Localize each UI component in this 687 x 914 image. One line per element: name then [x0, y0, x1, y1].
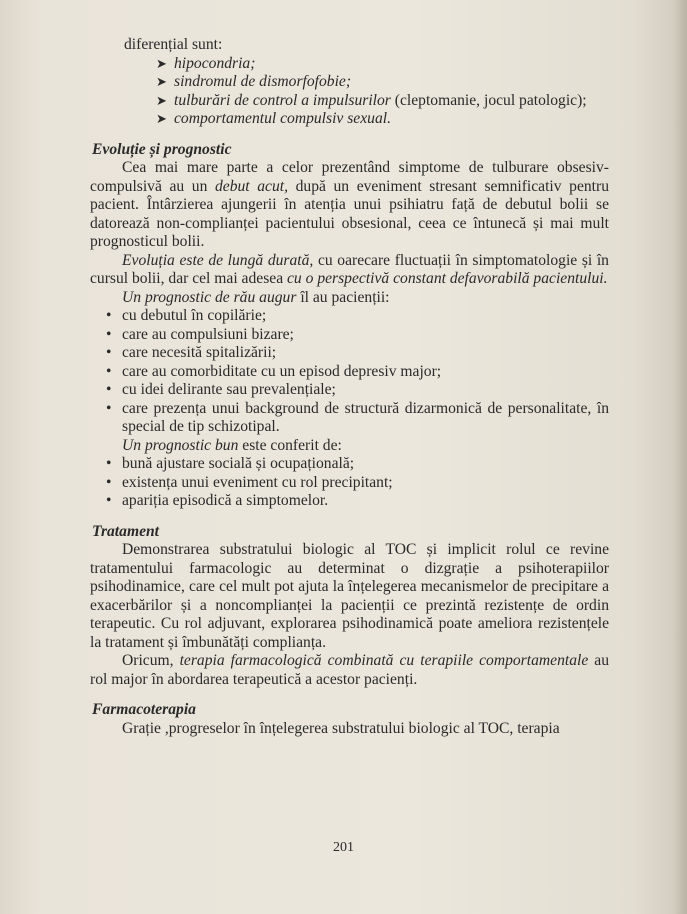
- good-prognosis-intro: Un prognostic bun este conferit de:: [122, 436, 342, 454]
- bullet-icon: •: [106, 307, 112, 324]
- section-heading-evolution: Evoluție și prognostic: [92, 140, 232, 158]
- list-item: • care au compulsiuni bizare;: [106, 325, 294, 343]
- arrow-bullet-icon: ➤: [156, 111, 167, 126]
- pharmacotherapy-paragraph-1: Grație ,progreselor în înțelegerea substratului biologic al TOC, terapia: [122, 719, 560, 737]
- arrow-bullet-icon: ➤: [156, 92, 167, 108]
- list-item: ➤ tulburări de control a impulsurilor (cleptomanie, jocul patologic);: [156, 91, 587, 109]
- list-item: • care au comorbiditate cu un episod depresiv major;: [106, 362, 442, 380]
- page-content: [90, 36, 609, 738]
- list-item: • existența unui eveniment cu rol precipitant;: [106, 473, 393, 491]
- intro-line: diferențial sunt:: [124, 36, 223, 53]
- bad-prognosis-intro: Un prognostic de rău augur îl au pacienții:: [122, 288, 390, 306]
- list-item: • cu debutul în copilărie;: [106, 307, 267, 324]
- page-number: 201: [333, 840, 354, 855]
- bullet-icon: •: [106, 325, 112, 343]
- bullet-icon: •: [106, 492, 112, 509]
- list-item: • care necesită spitalizării;: [106, 344, 277, 361]
- list-item: • bună ajustare socială și ocupațională;: [106, 455, 355, 472]
- evolution-paragraph-2: Evoluția este de lungă durată, cu oarecare fluctuații în simptomatologie și în cursul bolii, dar cel mai adesea cu o perspectivă constant defavorabilă pacientului.: [90, 251, 609, 287]
- section-heading-pharmacotherapy: Farmacoterapia: [92, 701, 196, 718]
- treatment-paragraph-1: Demonstrarea substratului biologic al TOC și implicit rolul ce revine tratamentului farmacologic au determinat o dizgrație a psihoterapiilor psihodinamice, care cel mult pot ajuta la înțelegerea mecanismelor de precipitare a exacerbărilor și a noncomplianței la pacienții ce prezintă rezistențe de ordin terapeutic. Cu rol adjuvant, explorarea psihodinamică poate ameliora rezistențele la tratament și îmbunătăți complianța.: [90, 541, 609, 651]
- good-prognosis-list: [90, 455, 609, 511]
- bullet-icon: •: [106, 344, 112, 361]
- page-edge-shadow: [673, 0, 687, 914]
- section-heading-treatment: Tratament: [92, 522, 159, 540]
- bad-prognosis-list: [90, 307, 609, 437]
- list-item: • apariția episodică a simptomelor.: [106, 492, 329, 509]
- differential-list: [90, 55, 609, 129]
- list-item: ➤ sindromul de dismorfofobie;: [156, 73, 352, 90]
- list-item: • cu idei delirante sau prevalențiale;: [106, 381, 336, 398]
- bullet-icon: •: [106, 399, 112, 417]
- evolution-paragraph-1: Cea mai mare parte a celor prezentând simptome de tulburare obsesiv-compulsivă au un debut acut, după un eveniment stresant semnificativ pentru pacient. Întârzierea ajungerii în atenția unui psihiatru față de debutul bolii se datorează non-complianței pacientului obsesional, ceea ce întunecă și mai mult prognosticul bolii.: [90, 159, 609, 250]
- list-item: • care prezența unui background de structură dizarmonică de personalitate, în special de tip schizotipal.: [106, 399, 609, 435]
- list-item: ➤ comportamentul compulsiv sexual.: [156, 110, 391, 127]
- bullet-icon: •: [106, 473, 112, 491]
- list-item: ➤ hipocondria;: [156, 54, 256, 72]
- bullet-icon: •: [106, 455, 112, 472]
- arrow-bullet-icon: ➤: [156, 74, 167, 89]
- arrow-bullet-icon: ➤: [156, 55, 167, 71]
- treatment-paragraph-2: Oricum, terapia farmacologică combinată cu terapiile comportamentale au rol major în abordarea terapeutică a acestor pacienți.: [90, 652, 609, 688]
- bullet-icon: •: [106, 362, 112, 380]
- bullet-icon: •: [106, 381, 112, 398]
